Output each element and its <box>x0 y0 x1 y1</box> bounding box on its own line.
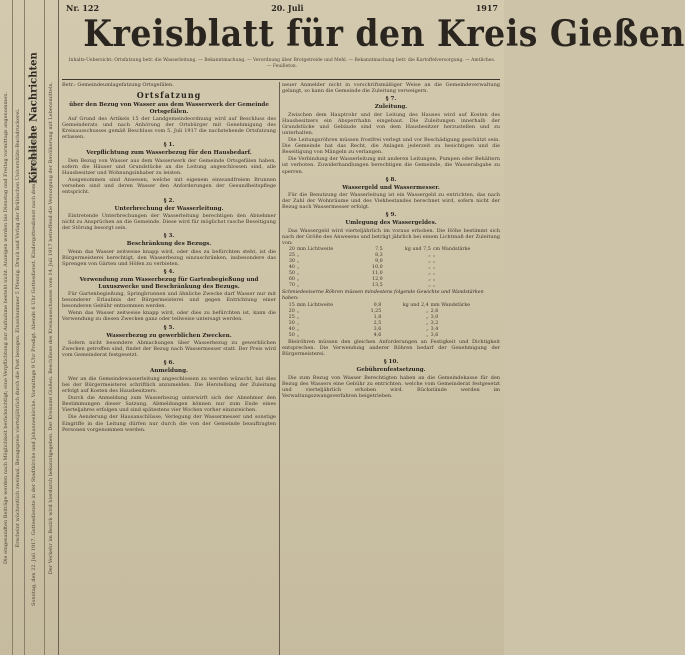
table-cell: mm Wandstärke <box>430 303 471 309</box>
paragraph: Die Verbindung der Wasserleitung mit anderen Leitungen, Pumpen oder Behältern ist verboten. Zuwiderhandlungen berechtigen die Gemeinde, die Wasserabgabe zu sperren. <box>282 156 500 175</box>
table-cell: „ <box>428 253 431 259</box>
table-cell: 1,8 <box>373 315 382 321</box>
table-cell: 4,6 <box>373 333 382 339</box>
table-cell: 2,6 <box>430 309 439 315</box>
table-cell: 3,2 <box>430 321 439 327</box>
table-cell: „ <box>426 327 429 333</box>
right-column <box>282 82 500 655</box>
table-cell: 40 <box>288 327 295 333</box>
paragraph: Sofern nicht besondere Abmachungen über Wasserbezug zu gewerblichen Zwecken getroffen sind, findet der Bezug nach Wassermesser statt. Der Preis wird vom Gemeinderat festgesetzt. <box>62 340 276 359</box>
table-cell: 0,8 <box>373 303 382 309</box>
paragraph-number: § 10. <box>383 359 399 366</box>
paragraph: Für die Benutzung der Wasserleitung ist ein Wassergeld zu entrichten, das nach der Zahl der Wohnräume und des Viehbestandes berechnet wird, sofern nicht der Bezug nach Wassermesser erfolgt. <box>282 192 500 211</box>
paragraph: Die Aenderung der Hausanschlüsse, Verlegung der Wassermesser und sonstige Eingriffe in die Leitung dürfen nur durch die von der Gemeinde beauftragten Personen vorgenommen werden. <box>62 414 276 433</box>
table-cell: „ <box>428 271 431 277</box>
column-divider <box>279 82 280 655</box>
table-cell: 8,3 <box>375 253 383 259</box>
table-cell: 3,6 <box>430 333 439 339</box>
table-note: Schmiedeeiserne Röhren müssen mindestens folgende Gewichte und Wandstärken haben: <box>282 290 484 302</box>
side-church-text: Sonntag, den 22. Juli 1917. Gottesdienste in der Stadtkirche und Johanneskirche. Vormittags 9 Uhr Predigt. Abends 6 Uhr Gottesdienst. Kindergottesdienst nach dem Hauptgottesdienst. <box>31 133 37 607</box>
table-cell: „ <box>296 283 300 289</box>
paragraph-heading: Verpflichtung zum Wasserbezug für den Hausbedarf. <box>86 150 252 157</box>
table-cell: „ <box>432 265 436 271</box>
side-church-title: Kirchliche Nachrichten <box>28 52 40 184</box>
masthead-rule <box>62 79 500 80</box>
paragraph-heading: Anmeldung. <box>150 368 188 375</box>
paragraph-heading: Wassergeld und Wassermesser. <box>342 184 440 191</box>
paragraph-number: § 8. <box>385 176 397 183</box>
table-cell: „ <box>296 315 300 321</box>
table-cell: „ <box>432 271 436 277</box>
issue-year: 1917 <box>475 3 498 13</box>
paragraph-heading: Unterbrechung der Wasserleitung. <box>114 205 224 212</box>
table-cell: 70 <box>288 283 295 289</box>
side-text-a: Die eingesandten Beiträge werden nach Möglichkeit berücksichtigt; eine Verpflichtung zur Aufnahme besteht nicht. Anzeigen werden bis Dienstag und Freitag vormittags angenommen. <box>3 91 9 564</box>
table-cell: „ <box>428 277 431 283</box>
issue-number: Nr. 122 <box>66 3 100 13</box>
paragraph-heading: Gebührenfestsetzung. <box>356 367 426 374</box>
table-cell: 20 <box>288 247 295 253</box>
table-cell: „ <box>426 315 429 321</box>
issue-date: 20. Juli <box>271 3 304 13</box>
paragraph-number: § 4. <box>163 269 175 276</box>
table-cell: cm Wandstärke <box>432 247 471 253</box>
table-cell: „ <box>428 265 431 271</box>
table-cell: „ <box>296 253 300 259</box>
table-cell: 9,0 <box>375 259 383 265</box>
paragraph: Auf Grund des Artikels 15 der Landgemeindeordnung wird auf Beschluss des Gemeinderats und nach Anhörung der Ortsbürger mit Genehmigung des Kreisausschusses gemäß Beschluss vom 5. Juli 1917 die nachstehende Ortsfatzung erlassen. <box>62 116 276 141</box>
paragraph-heading: Zuleitung. <box>374 104 408 111</box>
side-strip <box>0 0 59 655</box>
paragraph-number: § 3. <box>163 233 175 240</box>
table-cell: 11,0 <box>372 271 383 277</box>
table-cell: „ <box>296 271 300 277</box>
table-cell: „ <box>432 259 436 265</box>
paragraph-heading: Beschränkung des Bezugs. <box>126 241 212 248</box>
side-column-d <box>44 0 58 655</box>
paragraph: Wenn das Wasser zeitweise knapp wird, oder dies zu befürchten steht, ist die Bürgermeisterei berechtigt, den Wasserbezug einzuschränken, insbesondere das Sprengen von Gärten und Höfen zu verbieten. <box>62 248 276 267</box>
table-cell: „ <box>296 333 300 339</box>
contents-overview: Inhalts-Uebersicht: Ortsfatzung betr. die Wasserleitung. — Bekanntmachung. — Verordnung über Brotgetreide und Mehl. — Bekanntmachung betr. die Kartoffelversorgung. — Amtliches. — Feuilleton. <box>68 58 496 69</box>
section-heading: Ortsfatzung <box>136 90 202 101</box>
table-cell: „ <box>432 253 436 259</box>
table-cell: 13,5 <box>372 283 383 289</box>
left-column <box>62 82 276 655</box>
paragraph-number: § 6. <box>163 360 175 367</box>
table-cell: „ <box>432 283 436 289</box>
paragraph-heading: Wasserbezug zu gewerblichen Zwecken. <box>106 332 232 339</box>
side-text-d: Der Verkehr im Bezirk wird hierdurch bekanntgegeben. Der Kreisamt Gießen. Beschlüsse des Kreisausschusses vom 14. Juli 1917 betreffend die Versorgung der Bevölkerung mit Lebensmitteln. <box>48 81 54 574</box>
table-cell: „ <box>296 327 300 333</box>
table-cell: 25 <box>288 315 295 321</box>
table-cell: „ <box>296 321 300 327</box>
table-cell: 20 <box>288 309 295 315</box>
side-column-church <box>24 0 45 655</box>
table-cell: mm Lichtweite <box>296 303 334 309</box>
masthead <box>60 0 685 78</box>
paragraph-number: § 2. <box>163 197 175 204</box>
paragraph: Das Wassergeld wird vierteljährlich im voraus erhoben. Die Höhe bestimmt sich nach der Größe des Anwesens und beträgt jährlich bei einem Lichtmaß der Zuleitung von: <box>282 227 500 247</box>
table-cell: „ <box>296 277 300 283</box>
table-cell: 15 <box>288 303 295 309</box>
table-cell: 1,25 <box>370 309 382 315</box>
paragraph: Den Bezug von Wasser aus dem Wasserwerk der Gemeinde Ortsgefälen haben, sofern die Häuser und Grundstücke an die Leitung angeschlossen sind, alle Hausbesitzer und Wohnungsinhaber zu leisten. <box>62 157 276 177</box>
table-cell: 3,0 <box>430 315 439 321</box>
side-text-b: Erscheint wöchentlich zweimal. Bezugspreis vierteljährlich durch die Post bezogen. Einzelnummer 5 Pfennig. Druck und Verlag der Brühlschen Universitäts-Buchdruckerei. <box>15 108 21 547</box>
table-cell: „ <box>296 259 300 265</box>
paragraph: Für Gartenbegießung, Springbrunnen und ähnliche Zwecke darf Wasser nur mit besonderer Erlaubnis der Bürgermeisterei und gegen Entrichtung einer besonderen Gebühr entnommen werden. <box>62 291 276 310</box>
paragraph-number: § 5. <box>163 324 175 331</box>
paragraph: neuer Anmelder nicht in vorschriftsmäßiger Weise an die Gemeindeverwaltung gelangt, so kann die Gemeinde die Zuleitung verweigern. <box>282 82 500 95</box>
paragraph: Die zum Bezug von Wasser Berechtigten haben an die Gemeindekasse für den Bezug des Wassers eine Gebühr zu entrichten, welche vom Gemeinderat festgesetzt und vierteljährlich erhoben wird. Rückstände werden im Verwaltungszwangsverfahren beigetrieben. <box>282 374 500 400</box>
table-cell: 30 <box>288 321 295 327</box>
paragraph: Eintretende Unterbrechungen der Wasserleitung berechtigen den Abnehmer nicht zu Ansprüchen an die Gemeinde. Diese wird für möglichst rasche Beseitigung der Störung besorgt sein. <box>62 213 276 232</box>
paragraph: Durch die Anmeldung zum Wasserbezug unterwirft sich der Abnehmer den Bestimmungen dieser Satzung. Abmeldungen können nur zum Ende eines Vierteljahres erfolgen und sind spätestens vier Wochen vorher einzureichen. <box>62 395 276 414</box>
table-cell: 60 <box>288 277 295 283</box>
table-cell: „ <box>296 309 300 315</box>
paragraph-heading: Umlegung des Wassergeldes. <box>345 220 437 227</box>
table-cell: 30 <box>288 259 295 265</box>
paragraph: Zwischen dem Hauptrohr und der Leitung des Hauses wird auf Kosten des Hausbesitzers ein Absperrhahn eingebaut. Die Zuleitungen innerhalb der Grundstücke und Gebäude sind von dem Hausbesitzer herzustellen und zu unterhalten. <box>282 111 500 136</box>
table-cell: „ <box>426 321 429 327</box>
table-cell: 3,4 <box>430 327 439 333</box>
kicker: Betr.: Gemeindeumlagefatzung Ortsgefälen. <box>62 82 174 88</box>
table-cell: „ <box>428 283 431 289</box>
table-cell: „ <box>426 333 429 339</box>
paragraph: Bleiröhren müssen den gleichen Anforderungen an Festigkeit und Dichtigkeit entsprechen. Die Verwendung anderer Röhren bedarf der Genehmigung der Bürgermeisterei. <box>282 339 500 358</box>
table-cell: „ <box>428 259 431 265</box>
table-cell: 50 <box>288 271 295 277</box>
pipe-table-cast-iron <box>282 247 500 289</box>
table-cell: „ <box>432 277 436 283</box>
newspaper-title: Kreisblatt für den Kreis Gießen <box>83 13 685 55</box>
table-cell: 40 <box>288 265 295 271</box>
table-cell: 7,5 <box>375 247 383 253</box>
paragraph: Wenn das Wasser zeitweise knapp wird, oder dies zu befürchten ist, kann die Verwendung zu diesen Zwecken ganz oder teilweise untersagt werden. <box>62 310 276 323</box>
table-cell: 50 <box>288 333 295 339</box>
table-cell: „ <box>296 265 300 271</box>
table-cell: 12,0 <box>372 277 383 283</box>
paragraph-number: § 7. <box>385 96 397 103</box>
paragraph-number: § 9. <box>385 212 397 219</box>
paragraph: Ausgenommen sind Anwesen, welche mit eigenem einwandfreiem Brunnen versehen sind und deren Wasser den Anforderungen der Gesundheitspflege entspricht. <box>62 177 276 196</box>
table-cell: kg und 7,5 <box>404 247 431 253</box>
table-cell: 25 <box>288 253 295 259</box>
paragraph: Die Leitungsröhren müssen frostfrei verlegt und vor Beschädigung geschützt sein. Die Gemeinde hat das Recht, die Anlagen jederzeit zu besichtigen und die Beseitigung von Mängeln zu verlangen. <box>282 137 500 156</box>
section-subheading: über den Bezug von Wasser aus dem Wasserwerk der Gemeinde Ortsgefälen. <box>69 102 269 115</box>
paragraph-heading: Verwendung zum Wasserbezug für Gartenbegießung und Luxuszwecke und Beschränkung des Bezugs. <box>79 277 259 290</box>
table-cell: 10,0 <box>372 265 383 271</box>
table-cell: mm Lichtweite <box>296 247 334 253</box>
table-cell: 3,6 <box>373 327 382 333</box>
paragraph-number: § 1. <box>163 142 175 149</box>
table-cell: kg und 2,4 <box>402 303 429 309</box>
pipe-table-wrought-iron <box>282 303 500 339</box>
paragraph: Wer an die Gemeindewasserleitung angeschlossen zu werden wünscht, hat dies bei der Bürgermeisterei schriftlich anzumelden. Die Herstellung der Zuleitung erfolgt auf Kosten des Hausbesitzers. <box>62 375 276 395</box>
table-cell: „ <box>426 309 429 315</box>
table-row <box>282 283 500 289</box>
table-cell: 2,5 <box>373 321 382 327</box>
